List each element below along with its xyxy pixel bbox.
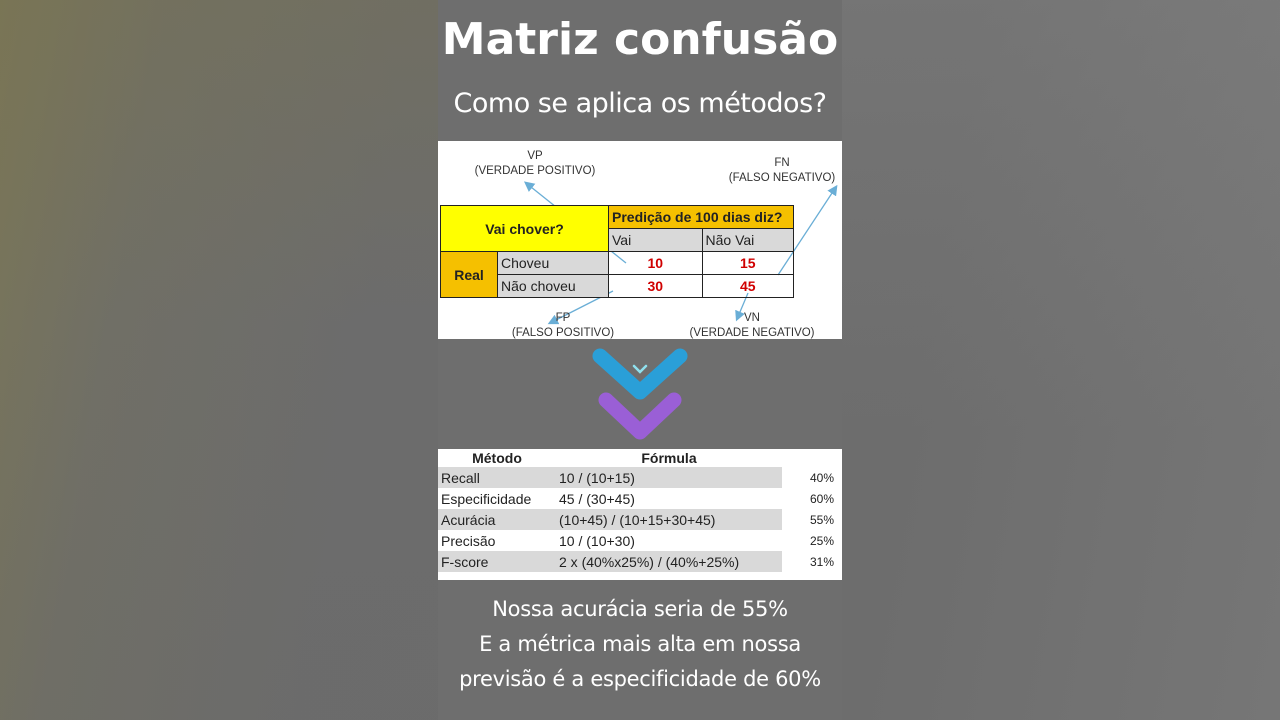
table-row [438,488,842,509]
method-name: Acurácia [438,509,556,530]
chevron-small [634,366,646,372]
conclusion-line-3: previsão é a especificidade de 60% [459,667,821,691]
vn-desc: (VERDADE NEGATIVO) [689,327,815,339]
cell-vp: 10 [609,252,703,275]
methods-table [438,449,842,572]
method-name: Precisão [441,532,496,549]
method-result: 55% [809,512,834,527]
prediction-header: Predição de 100 dias diz? [609,206,794,229]
page-subtitle: Como se aplica os métodos? [453,88,827,119]
table-row [438,551,842,572]
methods-table-figure [438,449,842,580]
vp-label: VP [527,150,543,162]
table-row [438,509,842,530]
table-row [438,530,842,551]
real-label: Real [441,252,498,298]
fp-label: FP [555,312,571,324]
annotation-vp [470,149,600,179]
conclusion-text [438,592,842,697]
annotation-fp [498,311,628,339]
method-name: Especificidade [441,490,532,507]
col-vai: Vai [609,229,703,252]
method-formula: 10 / (10+15) [556,467,782,488]
fp-desc: (FALSO POSITIVO) [511,327,615,339]
content-panel [438,0,842,720]
row-choveu: Choveu [498,252,609,275]
method-result: 60% [809,491,834,506]
cell-fp: 30 [609,275,703,298]
conclusion-line-2: E a métrica mais alta em nossa [479,632,801,656]
row-nao-choveu: Não choveu [498,275,609,298]
method-formula: 10 / (10+30) [559,532,635,549]
table-row [438,467,842,488]
chevron-top [600,356,680,392]
vp-desc: (VERDADE POSITIVO) [474,165,596,177]
method-name: F-score [438,551,556,572]
chevron-bottom [606,400,674,432]
method-formula: (10+45) / (10+15+30+45) [556,509,782,530]
annotation-fn [720,156,842,186]
vn-label: VN [744,312,760,324]
method-name: Recall [438,467,556,488]
fn-desc: (FALSO NEGATIVO) [728,172,836,184]
cell-vn: 45 [702,275,794,298]
question-cell: Vai chover? [441,206,609,252]
confusion-matrix-figure [438,141,842,339]
confusion-matrix-table [440,205,794,298]
background-left [0,0,438,720]
background-right [842,0,1280,720]
fn-label: FN [774,157,790,169]
header-formula: Fórmula [641,450,697,466]
method-formula: 45 / (30+45) [559,490,635,507]
chevron-down-icon [588,344,692,444]
annotation-vn [682,311,822,339]
method-formula: 2 x (40%x25%) / (40%+25%) [556,551,782,572]
header-method: Método [472,450,522,466]
method-result: 40% [809,470,834,485]
method-result: 31% [809,554,834,569]
cell-fn: 15 [702,252,794,275]
page-title: Matriz confusão [441,14,839,65]
conclusion-line-1: Nossa acurácia seria de 55% [492,597,788,621]
col-nao-vai: Não Vai [702,229,794,252]
method-result: 25% [809,533,834,548]
